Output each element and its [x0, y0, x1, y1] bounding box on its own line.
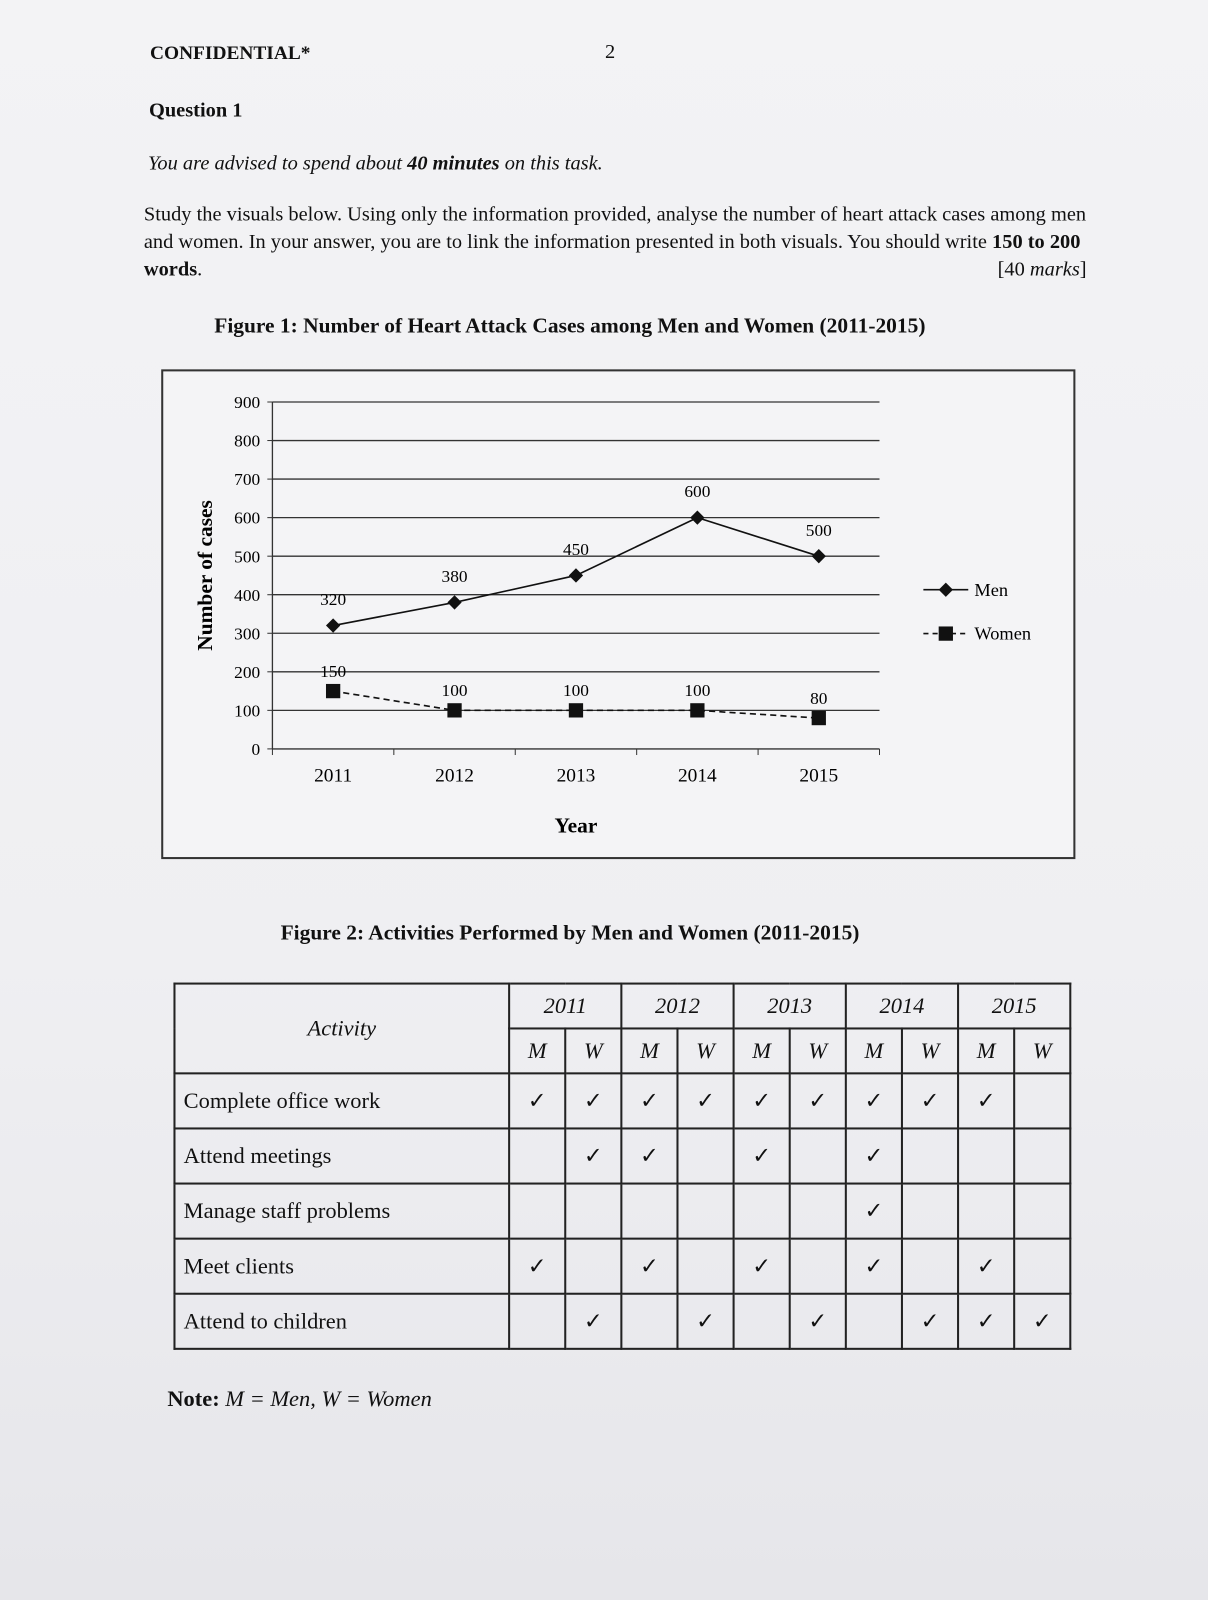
y-tick-label: 800	[234, 431, 261, 451]
instructions-end: .	[197, 258, 203, 281]
check-cell: ✓	[1014, 1294, 1070, 1349]
data-label: 100	[441, 681, 468, 701]
y-axis-label: Number of cases	[193, 500, 218, 651]
point-men	[690, 510, 704, 524]
gender-header: M	[958, 1028, 1014, 1073]
point-women	[690, 703, 704, 717]
year-header: 2011	[509, 984, 621, 1029]
empty-cell	[734, 1184, 790, 1239]
word-count: 150 to 200 words	[143, 230, 1081, 281]
empty-cell	[621, 1184, 677, 1239]
check-cell: ✓	[509, 1073, 565, 1128]
check-cell: ✓	[565, 1128, 621, 1183]
gender-header: W	[902, 1028, 958, 1073]
table-row	[174, 1073, 1070, 1128]
empty-cell	[902, 1184, 958, 1239]
x-tick-label: 2014	[678, 765, 717, 787]
check-cell: ✓	[958, 1239, 1014, 1294]
empty-cell	[902, 1128, 958, 1183]
empty-cell	[1014, 1239, 1070, 1294]
check-cell: ✓	[734, 1239, 790, 1294]
y-tick-label: 700	[234, 470, 261, 490]
check-cell: ✓	[958, 1073, 1014, 1128]
time-advice	[148, 152, 603, 175]
advice-text-end: on this task.	[499, 152, 603, 175]
figure2-title: Figure 2: Activities Performed by Men and Women (2011-2015)	[280, 920, 860, 945]
activity-header: Activity	[174, 984, 509, 1074]
page-number: 2	[605, 40, 616, 64]
empty-cell	[1014, 1184, 1070, 1239]
line-chart	[161, 369, 1075, 859]
y-tick-label: 200	[234, 662, 261, 682]
y-tick-label: 300	[234, 624, 261, 644]
gender-header: W	[1014, 1028, 1070, 1073]
data-label: 150	[320, 661, 347, 681]
legend-marker	[939, 626, 953, 640]
data-label: 100	[562, 681, 589, 701]
legend-marker	[939, 583, 953, 597]
empty-cell	[565, 1184, 621, 1239]
check-cell: ✓	[846, 1239, 902, 1294]
check-cell: ✓	[509, 1239, 565, 1294]
check-cell: ✓	[621, 1073, 677, 1128]
advice-text: You are advised to spend about	[147, 152, 408, 175]
x-tick-label: 2012	[435, 765, 474, 787]
year-header: 2013	[734, 984, 846, 1029]
confidential-label: CONFIDENTIAL*	[149, 42, 311, 65]
x-axis-label: Year	[554, 813, 598, 838]
empty-cell	[958, 1128, 1014, 1183]
check-cell: ✓	[621, 1239, 677, 1294]
y-tick-label: 900	[234, 393, 261, 413]
point-women	[447, 703, 461, 717]
table-row	[174, 1184, 1070, 1239]
empty-cell	[958, 1184, 1014, 1239]
empty-cell	[509, 1128, 565, 1183]
check-cell: ✓	[734, 1073, 790, 1128]
check-cell: ✓	[677, 1294, 733, 1349]
marks-label	[998, 256, 1087, 284]
point-women	[569, 703, 583, 717]
check-cell: ✓	[846, 1073, 902, 1128]
y-tick-label: 100	[234, 701, 261, 721]
y-tick-label: 400	[234, 585, 261, 605]
data-label: 450	[562, 540, 589, 560]
activity-name: Meet clients	[174, 1239, 509, 1294]
check-cell: ✓	[846, 1184, 902, 1239]
data-label: 380	[441, 567, 468, 587]
gender-header: W	[790, 1028, 846, 1073]
legend-label: Men	[974, 579, 1009, 600]
x-tick-label: 2015	[799, 765, 839, 787]
question-title: Question 1	[148, 98, 243, 122]
activity-name: Complete office work	[174, 1073, 509, 1128]
legend-label: Women	[974, 623, 1032, 644]
point-women	[812, 711, 826, 725]
data-label: 320	[320, 590, 347, 610]
gender-header: M	[621, 1028, 677, 1073]
note-label: Note:	[167, 1385, 220, 1412]
gender-header: M	[509, 1028, 565, 1073]
point-men	[447, 595, 461, 609]
gender-header: W	[565, 1028, 621, 1073]
y-tick-label: 600	[234, 508, 261, 528]
point-women	[326, 684, 340, 698]
instructions-text: Study the visuals below. Using only the information provided, analyse the number of heart attack cases among men and women. In your answer, you are to link the information presented in both visuals. You should write	[143, 203, 1087, 254]
empty-cell	[790, 1128, 846, 1183]
gender-header: W	[677, 1028, 733, 1073]
data-label: 500	[805, 520, 832, 540]
marks-close: ]	[1079, 258, 1087, 281]
empty-cell	[1014, 1073, 1070, 1128]
point-men	[326, 618, 340, 632]
chart-svg	[163, 371, 1073, 857]
activity-name: Attend meetings	[174, 1128, 509, 1183]
table-note	[167, 1386, 431, 1413]
data-label: 100	[684, 681, 711, 701]
activity-name: Manage staff problems	[174, 1184, 509, 1239]
activities-table	[173, 983, 1071, 1350]
check-cell: ✓	[621, 1128, 677, 1183]
advice-minutes: 40 minutes	[407, 152, 500, 175]
empty-cell	[621, 1294, 677, 1349]
activity-name: Attend to children	[174, 1294, 509, 1349]
empty-cell	[790, 1239, 846, 1294]
check-cell: ✓	[565, 1294, 621, 1349]
check-cell: ✓	[790, 1294, 846, 1349]
point-men	[812, 549, 826, 563]
note-text: M = Men, W = Women	[225, 1385, 432, 1412]
data-label: 80	[810, 688, 828, 708]
point-men	[569, 568, 583, 582]
y-tick-label: 500	[234, 547, 261, 567]
check-cell: ✓	[902, 1294, 958, 1349]
year-header: 2012	[621, 984, 733, 1029]
empty-cell	[846, 1294, 902, 1349]
empty-cell	[902, 1239, 958, 1294]
empty-cell	[734, 1294, 790, 1349]
empty-cell	[509, 1184, 565, 1239]
empty-cell	[1014, 1128, 1070, 1183]
gender-header: M	[846, 1028, 902, 1073]
check-cell: ✓	[846, 1128, 902, 1183]
check-cell: ✓	[734, 1128, 790, 1183]
empty-cell	[790, 1184, 846, 1239]
table-row	[174, 1294, 1070, 1349]
marks-word: marks	[1029, 258, 1080, 281]
check-cell: ✓	[565, 1073, 621, 1128]
instructions	[144, 201, 1087, 284]
gender-header: M	[734, 1028, 790, 1073]
check-cell: ✓	[790, 1073, 846, 1128]
data-label: 600	[684, 482, 711, 502]
check-cell: ✓	[677, 1073, 733, 1128]
marks-open: [40	[997, 258, 1030, 281]
check-cell: ✓	[958, 1294, 1014, 1349]
figure1-title: Figure 1: Number of Heart Attack Cases among Men and Women (2011-2015)	[214, 313, 926, 338]
table-row	[174, 1239, 1070, 1294]
x-tick-label: 2013	[556, 765, 596, 787]
year-header: 2015	[958, 984, 1070, 1029]
empty-cell	[677, 1128, 733, 1183]
check-cell: ✓	[902, 1073, 958, 1128]
empty-cell	[677, 1184, 733, 1239]
empty-cell	[677, 1239, 733, 1294]
x-tick-label: 2011	[314, 765, 353, 787]
year-header: 2014	[846, 984, 958, 1029]
empty-cell	[565, 1239, 621, 1294]
empty-cell	[509, 1294, 565, 1349]
y-tick-label: 0	[251, 740, 261, 760]
table-row	[174, 1128, 1070, 1183]
